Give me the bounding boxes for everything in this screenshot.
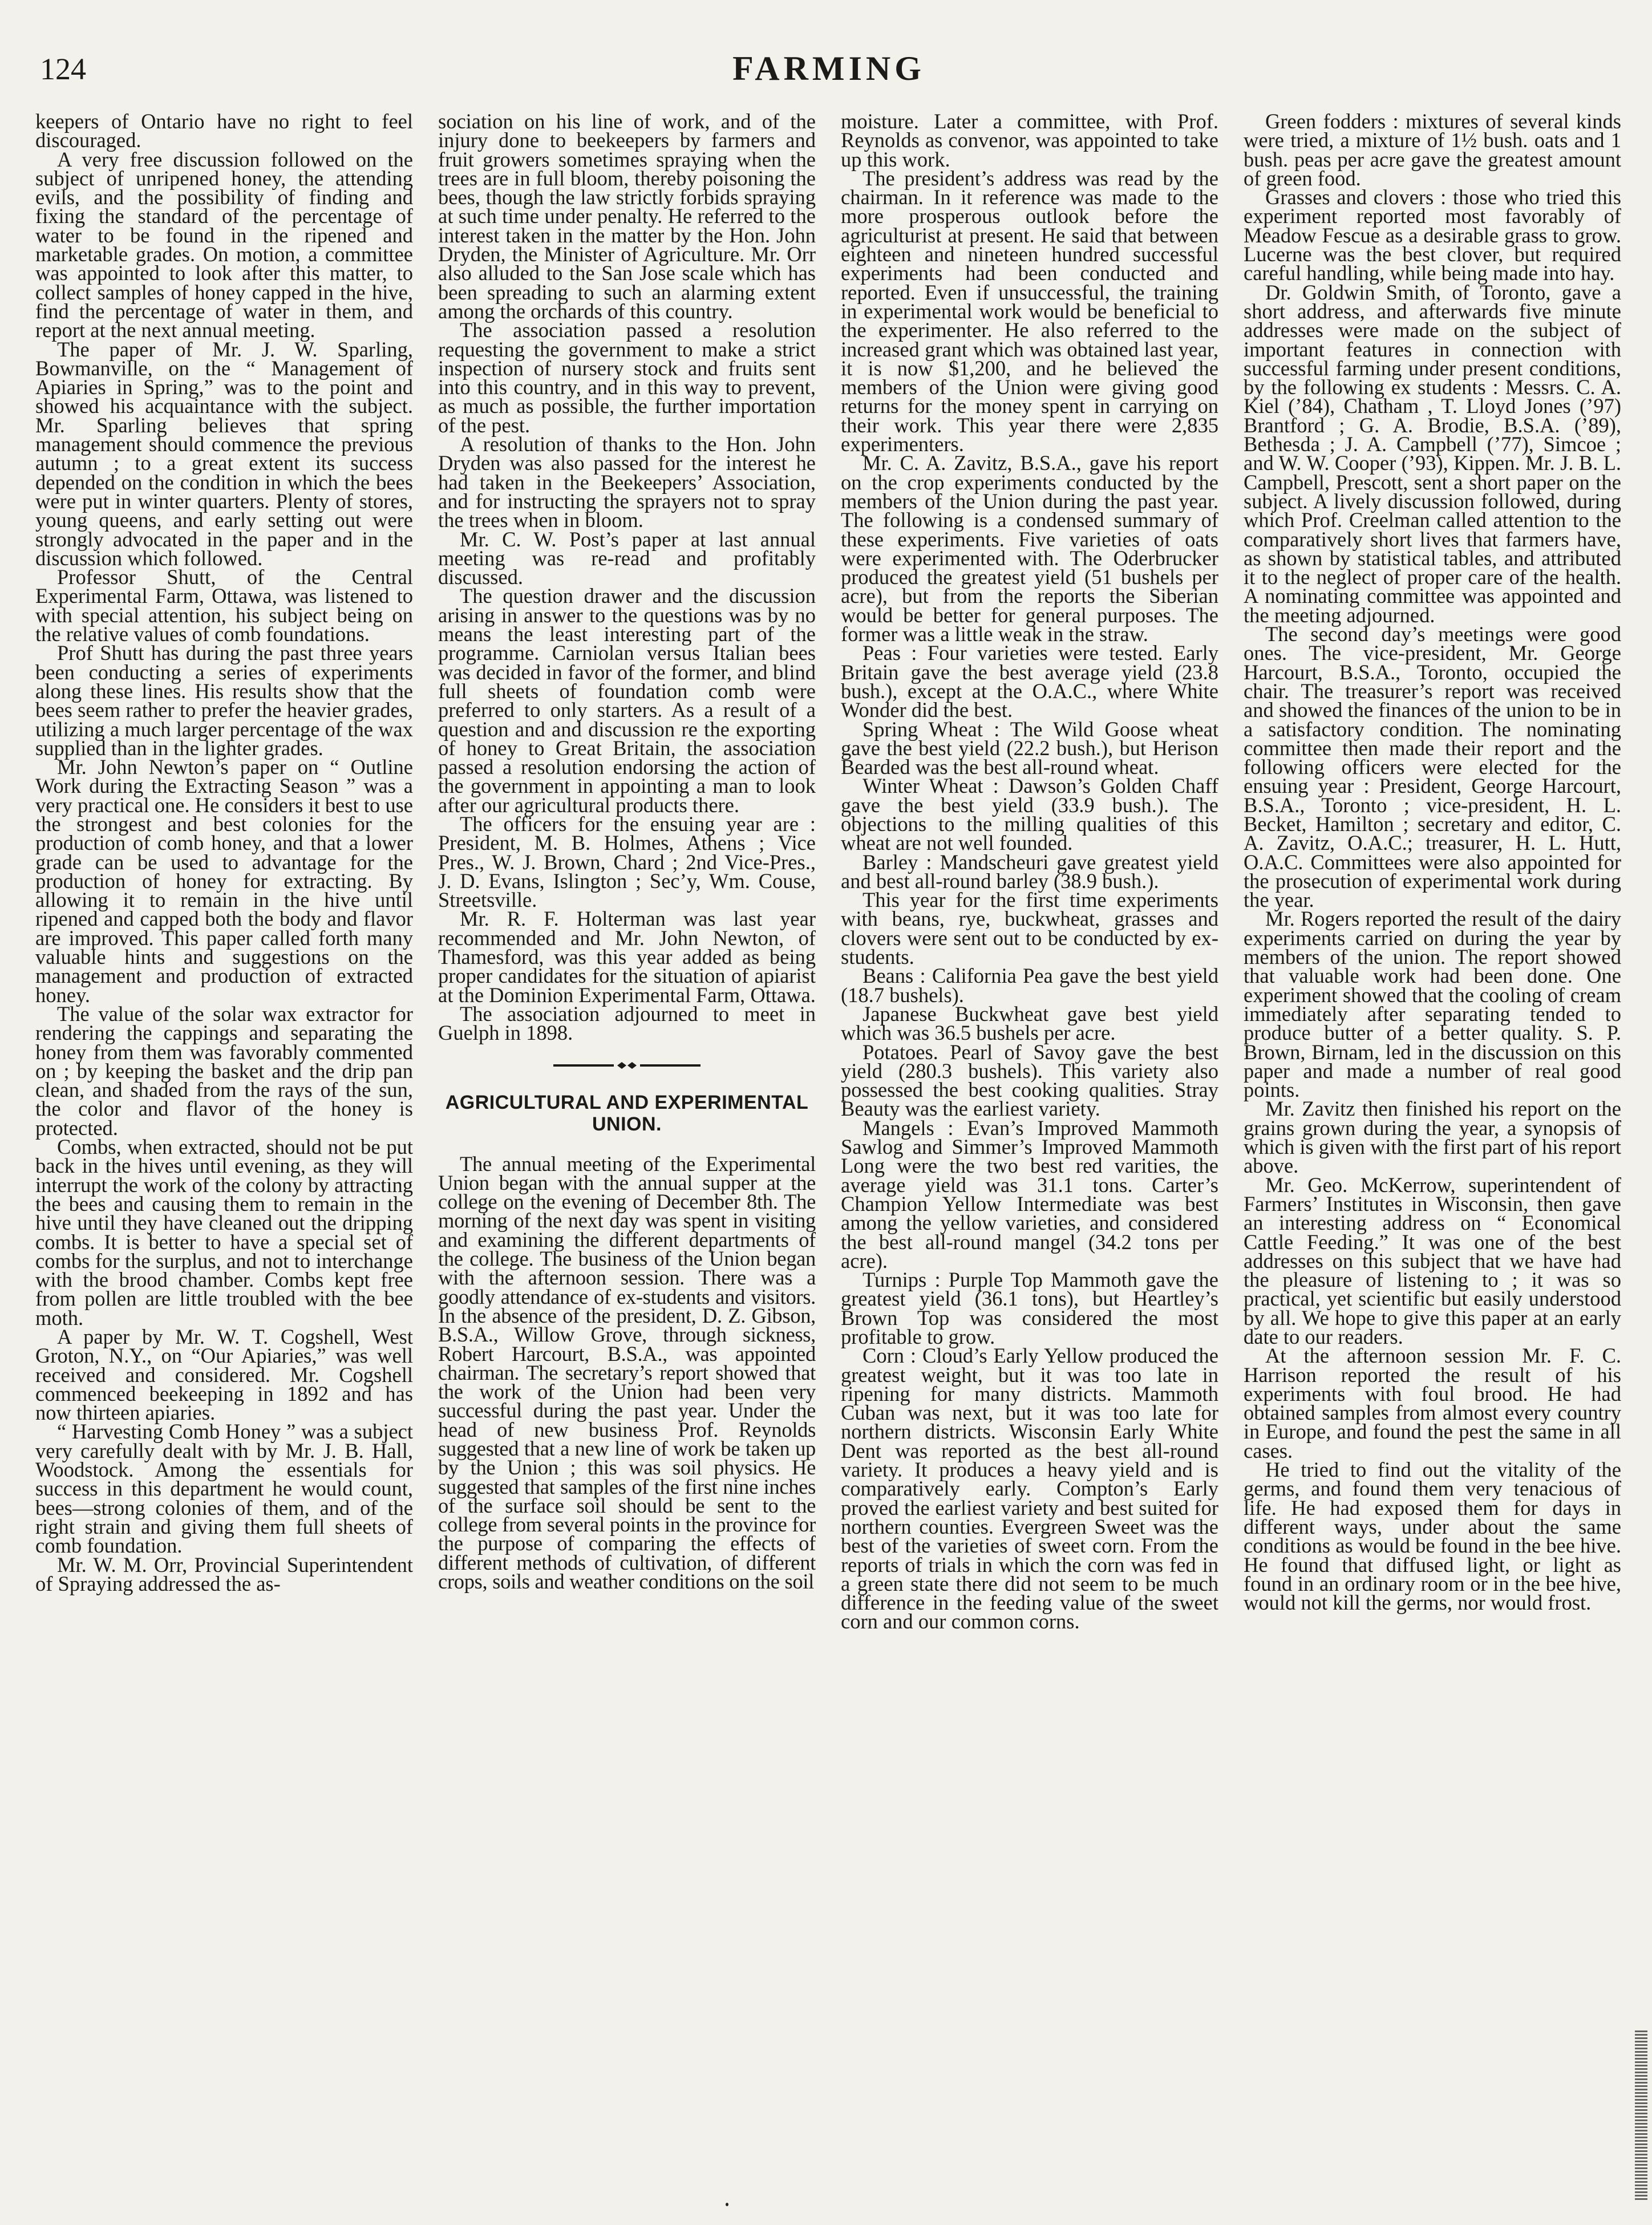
paragraph: At the afternoon session Mr. F. C. Harrison reported the result of his experiments with foul brood. He had obtained samples from almost every country in Europe, and found the pest the same in all cases. [1244,1344,1621,1462]
paragraph: Prof Shutt has during the past three years been conducting a series of experiments along these lines. His results show that the bees seem rather to prefer the heavier grades, utilizing a much larger percentage of the wax supplied than in the lighter grades. [35,641,413,760]
paragraph: The annual meeting of the Experimental Union began with the annual supper at the college on the evening of December 8th. The morning of the next day was spent in visiting and examining the different departments of the college. The business of the Union began with the afternoon session. There was a goodly attendance of ex-students and visitors. In the absence of the president, D. Z. Gibson, B.S.A., Willow Grove, through sickness, Robert Harcourt, B.S.A., was appointed chairman. The secretary’s report showed that the work of the Union had been very successful during the past year. Under the head of new business Prof. Reynolds suggested that a new line of work be taken up by the Union ; this was soil physics. He suggested that samples of the first nine inches of the surface soil should be sent to the college from several points in the province for the purpose of comparing the effects of different methods of cultivation, of different crops, soils and weather conditions on the soil [438,1152,816,1594]
section-heading: AGRICULTURAL AND EXPERIMENTAL UNION. [445,1091,809,1135]
paragraph: A paper by Mr. W. T. Cogshell, West Groton, N.Y., on “Our Apiaries,” was well received and considered. Mr. Cogshell commenced beekeeping in 1892 and has now thirteen apiaries. [35,1325,413,1425]
section-divider-ornament [550,1060,704,1071]
scan-edge-artifact [1635,2031,1647,2202]
paragraph: The paper of Mr. J. W. Sparling, Bowmanville, on the “ Management of Apiaries in Spring,” was to the point and showed his acquaintance with the subject. Mr. Sparling believes that spring management should commence the previous autumn ; to a great extent its success depended on the condition in which the bees were put in winter quarters. Plenty of stores, young queens, and early setting out were strongly advocated in the paper and in the discussion which followed. [35,337,413,570]
paragraph: Corn : Cloud’s Early Yellow produced the greatest weight, but it was too late in ripening for many districts. Mammoth Cuban was next, but it was too late for northern districts. Wisconsin Early White Dent was reported as the best all-round variety. It produces a heavy yield and is comparatively early. Compton’s Early proved the earliest variety and best suited for northern counties. Evergreen Sweet was the best of the varieties of sweet corn. From the reports of trials in which the corn was fed in a green state there did not seem to be much difference in the feeding value of the sweet corn and our common corns. [841,1344,1218,1634]
paragraph: The second day’s meetings were good ones. The vice-president, Mr. George Harcourt, B.S.A., Toronto, occupied the chair. The treasurer’s report was received and showed the finances of the union to be in a satisfactory condition. The nominating committee then made their report and the following officers were elected for the ensuing year : President, George Harcourt, B.S.A., Toronto ; vice-president, H. L. Becket, Hamilton ; secretary and editor, C. A. Zavitz, O.A.C.; treasurer, H. L. Hutt, O.A.C. Committees were also appointed for the prosecution of experimental work during the year. [1244,622,1621,912]
paragraph: Mr. W. M. Orr, Provincial Superintendent of Spraying addressed the as- [35,1553,413,1595]
paragraph: sociation on his line of work, and of the injury done to beekeepers by farmers and fruit growers sometimes spraying when the trees are in full bloom, thereby poisoning the bees, though the law strictly forbids spraying at such time under penalty. He referred to the interest taken in the matter by the Hon. John Dryden, the Minister of Agriculture. Mr. Orr also alluded to the San Jose scale which has been spreading to such an alarming extent among the orchards of this country. [438,112,816,323]
paragraph: Mr. Zavitz then finished his report on the grains grown during the year, a synopsis of which is given with the first part of his report above. [1244,1097,1621,1178]
paragraph: Combs, when extracted, should not be put back in the hives until evening, as they will interrupt the work of the colony by attracting the bees and causing them to remain in the hive until they have cleaned out the dripping combs. It is better to have a special set of combs for the surplus, and not to interchange with the brood chamber. Combs kept free from pollen are little troubled with the bee moth. [35,1135,413,1330]
paragraph: This year for the first time experiments with beans, rye, buckwheat, grasses and clovers were sent out to be conducted by ex-students. [841,888,1218,969]
paragraph: Mr. R. F. Holterman was last year recommended and Mr. John Newton, of Thamesford, was this year added as being proper candidates for the situation of apiarist at the Dominion Experimental Farm, Ottawa. [438,907,816,1007]
paragraph: Potatoes. Pearl of Savoy gave the best yield (280.3 bushels). This variety also possessed the best cooking qualities. Stray Beauty was the earliest variety. [841,1040,1218,1121]
paragraph: The association adjourned to meet in Guelph in 1898. [438,1002,816,1045]
paragraph: Grasses and clovers : those who tried this experiment reported most favorably of Meadow Fescue as a desirable grass to grow. Lucerne was the best clover, but required careful handling, while being made into hay. [1244,185,1621,285]
paragraph: “ Harvesting Comb Honey ” was a subject very carefully dealt with by Mr. J. B. Hall, Woodstock. Among the essentials for success in this department he would count, bees—strong colonies of them, and of the right strain and giving them full sheets of comb foundation. [35,1420,413,1558]
paragraph: Barley : Mandscheuri gave greatest yield and best all-round barley (38.9 bush.). [841,850,1218,893]
paragraph: Japanese Buckwheat gave best yield which was 36.5 bushels per acre. [841,1002,1218,1045]
paragraph: The president’s address was read by the chairman. In it reference was made to the more prosperous outlook before the agriculturist at present. He said that between eighteen and nineteen hundred successful experiments had been conducted and reported. Even if unsuccessful, the training in experimental work would be beneficial to the experimenter. He also referred to the increased grant which was obtained last year, it is now $1,200, and he believed the members of the Union were giving good returns for the money spent in carrying on their work. This year there were 2,835 experimenters. [841,166,1218,456]
paragraph: Spring Wheat : The Wild Goose wheat gave the best yield (22.2 bush.), but Herison Bearded was the best all-round wheat. [841,717,1218,779]
paragraph: A resolution of thanks to the Hon. John Dryden was also passed for the interest he had taken in the Beekeepers’ Association, and for instructing the sprayers not to spray the trees when in bloom. [438,432,816,532]
paragraph: Beans : California Pea gave the best yield (18.7 bushels). [841,964,1218,1007]
column-3 [841,112,1218,2182]
paragraph: Mr. Rogers reported the result of the dairy experiments carried on during the year by members of the union. The report showed that valuable work had been done. One experiment showed that the cooling of cream immediately after separating tended to produce butter of a better quality. S. P. Brown, Birnam, led in the discussion on this paper and made a number of real good points. [1244,907,1621,1102]
running-title: FARMING [732,50,925,87]
paragraph: moisture. Later a committee, with Prof. Reynolds as convenor, was appointed to take up this work. [841,112,1218,171]
paragraph: Mangels : Evan’s Improved Mammoth Sawlog and Simmer’s Improved Mammoth Long were the two best red varities, the average yield was 31.1 tons. Carter’s Champion Yellow Intermediate was best among the yellow varieties, and considered the best all-round mangel (34.2 tons per acre). [841,1116,1218,1272]
article-columns [35,112,1621,2182]
paragraph: The association passed a resolution requesting the government to make a strict inspection of nursery stock and fruits sent into this country, and in this way to prevent, as much as possible, the further importation of the pest. [438,318,816,437]
paragraph: Professor Shutt, of the Central Experimental Farm, Ottawa, was listened to with special attention, his subject being on the relative values of comb foundations. [35,565,413,646]
paragraph: The officers for the ensuing year are : President, M. B. Holmes, Athens ; Vice Pres., W. J. Brown, Chard ; 2nd Vice-Pres., J. D. Evans, Islington ; Sec’y, Wm. Couse, Streetsville. [438,812,816,912]
column-2 [438,112,816,2182]
paragraph: keepers of Ontario have no right to feel discouraged. [35,112,413,152]
paragraph: He tried to find out the vitality of the germs, and found them very tenacious of life. He had exposed them for days in different ways, under about the same conditions as would be found in the bee hive. He found that diffused light, or light as found in an ordinary room or in the bee hive, would not kill the germs, nor would frost. [1244,1458,1621,1615]
paragraph: Mr. C. W. Post’s paper at last annual meeting was re-read and profitably discussed. [438,527,816,589]
paragraph: Mr. John Newton’s paper on “ Outline Work during the Extracting Season ” was a very practical one. He considers it best to use the strongest and best colonies for the production of comb honey, and that a lower grade can be used to advantage for the production of honey for extracting. By allowing it to remain in the hive until ripened and capped both the body and flavor are improved. This paper called forth many valuable hints and suggestions on the management and production of extracted honey. [35,755,413,1007]
paragraph: Mr. C. A. Zavitz, B.S.A., gave his report on the crop experiments conducted by the members of the Union during the past year. The following is a condensed summary of these experiments. Five varieties of oats were experimented with. The Oderbrucker produced the greatest yield (51 bushels per acre), but from the reports the Siberian would be better for general purposes. The former was a little weak in the straw. [841,451,1218,646]
page-header [40,51,1618,97]
paragraph: Mr. Geo. McKerrow, superintendent of Farmers’ Institutes in Wisconsin, then gave an interesting address on “ Economical Cattle Feeding.” It was one of the best addresses on this subject that we have had the pleasure of listening to ; it was so practical, yet scientific but easily understood by all. We hope to give this paper at an early date to our readers. [1244,1173,1621,1348]
paragraph: The value of the solar wax extractor for rendering the cappings and separating the honey from them was favorably commented on ; by keeping the basket and the drip pan clean, and shaded from the rays of the sun, the color and flavor of the honey is protected. [35,1002,413,1140]
paragraph: Winter Wheat : Dawson’s Golden Chaff gave the best yield (33.9 bush.). The objections to the milling qualities of this wheat are not well founded. [841,774,1218,855]
paragraph: The question drawer and the discussion arising in answer to the questions was by no means the least interesting part of the programme. Carniolan versus Italian bees was decided in favor of the former, and blind full sheets of foundation comb were preferred to only starters. As a result of a question and and discussion re the exporting of honey to Great Britain, the association passed a resolution endorsing the action of the government in appointing a man to look after our agricultural products there. [438,584,816,817]
ink-speck [726,2203,728,2206]
page-number: 124 [40,52,86,86]
column-1 [35,112,413,2182]
paragraph: Green fodders : mixtures of several kinds were tried, a mixture of 1½ bush. oats and 1 bush. peas per acre gave the greatest amount of green food. [1244,112,1621,190]
paragraph: Turnips : Purple Top Mammoth gave the greatest yield (36.1 tons), but Heartley’s Brown Top was considered the most profitable to grow. [841,1268,1218,1348]
column-4 [1244,112,1621,2182]
paragraph: Peas : Four varieties were tested. Early Britain gave the best average yield (23.8 bush.), except at the O.A.C., where White Wonder did the best. [841,641,1218,722]
paragraph: Dr. Goldwin Smith, of Toronto, gave a short address, and afterwards five minute addresses were made on the subject of important features in connection with successful farming under present conditions, by the following ex students : Messrs. C. A. Kiel (’84), Chatham , T. Lloyd Jones (’97) Brantford ; G. A. Brodie, B.S.A. (’89), Bethesda ; J. A. Campbell (’77), Simcoe ; and W. W. Cooper (’93), Kippen. Mr. J. B. L. Campbell, Prescott, sent a short paper on the subject. A lively discussion followed, during which Prof. Creelman called attention to the comparatively short lives that farmers have, as shown by statistical tables, and attributed it to the neglect of proper care of the health. A nominating committee was appointed and the meeting adjourned. [1244,280,1621,627]
paragraph: A very free discussion followed on the subject of unripened honey, the attending evils, and the possibility of finding and fixing the standard of the percentage of water to be found in the ripened and marketable grades. On motion, a committee was appointed to look after this matter, to collect samples of honey capped in the hive, find the percentage of water in them, and report at the next annual meeting. [35,147,413,342]
